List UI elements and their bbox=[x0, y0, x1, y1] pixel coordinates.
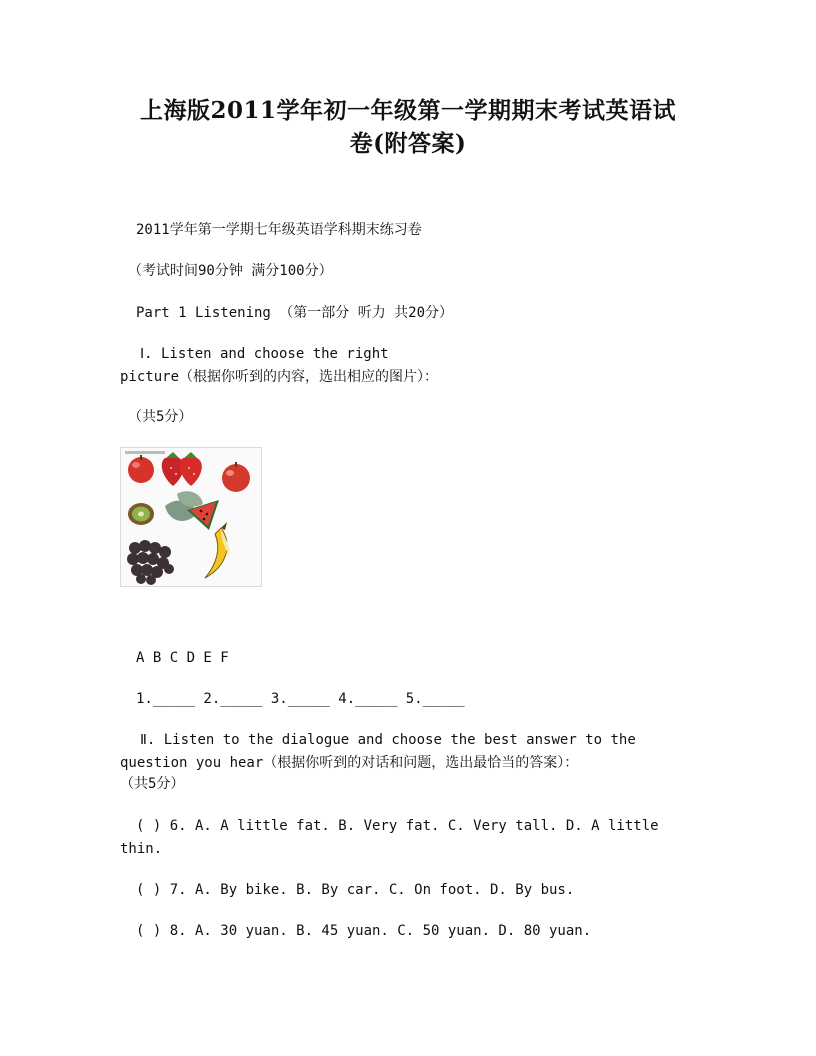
part1-heading: Part 1 Listening （第一部分 听力 共20分） bbox=[136, 305, 454, 321]
title-line-2: 卷(附答案) bbox=[349, 130, 467, 157]
exam-info: （考试时间90分钟 满分100分） bbox=[128, 263, 333, 279]
apple-icon bbox=[128, 455, 154, 483]
banana-icon bbox=[205, 522, 229, 578]
answer-letters: A B C D E F bbox=[136, 650, 229, 666]
grapes-icon bbox=[127, 540, 174, 585]
section2-instruction-line1: Ⅱ. Listen to the dialogue and choose the best answer to the bbox=[140, 732, 636, 748]
question-8: ( ) 8. A. 30 yuan. B. 45 yuan. C. 50 yuan. D. 80 yuan. bbox=[136, 923, 592, 939]
exam-subtitle: 2011学年第一学期七年级英语学科期末练习卷 bbox=[136, 222, 422, 238]
question-7: ( ) 7. A. By bike. B. By car. C. On foot. D. By bus. bbox=[136, 882, 575, 898]
section1-instruction-line2: picture（根据你听到的内容，选出相应的图片）： bbox=[120, 369, 438, 385]
fruit-picture bbox=[120, 447, 262, 587]
kiwi-icon bbox=[128, 503, 154, 525]
apple-icon bbox=[222, 462, 250, 492]
question-6-line2: thin. bbox=[120, 841, 163, 857]
question-6-line1: ( ) 6. A. A little fat. B. Very fat. C. Very tall. D. A little bbox=[136, 818, 659, 834]
answer-blanks: 1._____ 2._____ 3._____ 4._____ 5._____ bbox=[136, 691, 465, 707]
strawberry-icon bbox=[162, 452, 202, 486]
title-line-1: 上海版2011学年初一年级第一学期期末考试英语试 bbox=[139, 97, 676, 124]
document-title bbox=[100, 94, 716, 160]
section1-points: （共5分） bbox=[128, 409, 193, 425]
section2-instruction-line2: question you hear（根据你听到的对话和问题，选出最恰当的答案）： bbox=[120, 755, 579, 771]
watermelon-icon bbox=[165, 491, 219, 530]
section1-instruction-line1: Ⅰ. Listen and choose the right bbox=[140, 346, 389, 362]
section2-points: （共5分） bbox=[120, 776, 185, 792]
